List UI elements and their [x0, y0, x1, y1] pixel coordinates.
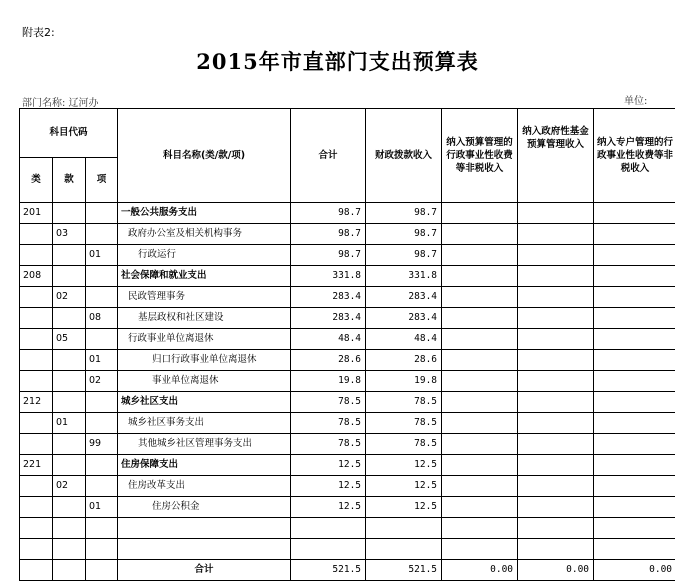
subject-name-cell: 政府办公室及相关机构事务	[118, 224, 291, 245]
fiscal-allocation-header: 财政拨款收入	[366, 109, 442, 203]
subject-name-cell	[118, 539, 291, 560]
table-row	[20, 287, 675, 308]
special-account-cell	[594, 266, 675, 287]
table-row	[20, 476, 675, 497]
budget-mgmt-cell	[442, 518, 518, 539]
subject-name-cell: 民政管理事务	[118, 287, 291, 308]
subject-name-cell: 住房改革支出	[118, 476, 291, 497]
subject-name-cell: 归口行政事业单位离退休	[118, 350, 291, 371]
kuan-cell: 05	[53, 329, 86, 350]
gov-fund-cell	[518, 371, 594, 392]
gov-fund-cell	[518, 308, 594, 329]
xiang-cell	[86, 203, 118, 224]
fiscal-cell	[366, 539, 442, 560]
gov-fund-cell	[518, 539, 594, 560]
special-account-cell	[594, 476, 675, 497]
special-account-cell	[594, 518, 675, 539]
lei-cell	[20, 371, 53, 392]
total-cell: 12.5	[291, 455, 366, 476]
table-row	[20, 434, 675, 455]
kuan-cell	[53, 434, 86, 455]
kuan-cell: 01	[53, 413, 86, 434]
xiang-cell	[86, 287, 118, 308]
total-cell	[291, 518, 366, 539]
budget-mgmt-cell	[442, 266, 518, 287]
xiang-cell	[86, 455, 118, 476]
lei-cell	[20, 329, 53, 350]
kuan-cell: 03	[53, 224, 86, 245]
kuan-cell	[53, 518, 86, 539]
total-cell-empty	[86, 560, 118, 581]
table-row	[20, 329, 675, 350]
total-gov-fund: 0.00	[518, 560, 594, 581]
gov-fund-cell	[518, 476, 594, 497]
kuan-cell	[53, 203, 86, 224]
gov-fund-cell	[518, 266, 594, 287]
fiscal-cell: 78.5	[366, 392, 442, 413]
subject-name-cell: 一般公共服务支出	[118, 203, 291, 224]
xiang-cell	[86, 329, 118, 350]
xiang-cell: 99	[86, 434, 118, 455]
lei-cell	[20, 434, 53, 455]
fiscal-cell: 331.8	[366, 266, 442, 287]
budget-mgmt-cell	[442, 497, 518, 518]
subject-name-cell: 事业单位离退休	[118, 371, 291, 392]
special-account-cell	[594, 497, 675, 518]
gov-fund-cell	[518, 245, 594, 266]
special-account-header: 纳入专户管理的行政事业性收费等非税收入	[594, 109, 675, 203]
total-cell: 98.7	[291, 224, 366, 245]
xiang-cell	[86, 224, 118, 245]
budget-mgmt-cell	[442, 245, 518, 266]
special-account-cell	[594, 413, 675, 434]
kuan-cell	[53, 245, 86, 266]
lei-cell	[20, 497, 53, 518]
lei-cell	[20, 350, 53, 371]
table-row	[20, 518, 675, 539]
subject-name-cell: 住房保障支出	[118, 455, 291, 476]
kuan-cell	[53, 266, 86, 287]
gov-fund-cell	[518, 392, 594, 413]
table-row	[20, 224, 675, 245]
kuan-cell	[53, 350, 86, 371]
subject-name-cell: 基层政权和社区建设	[118, 308, 291, 329]
total-cell: 283.4	[291, 287, 366, 308]
kuan-cell	[53, 308, 86, 329]
lei-cell: 201	[20, 203, 53, 224]
total-cell: 12.5	[291, 497, 366, 518]
subject-name-cell: 城乡社区事务支出	[118, 413, 291, 434]
table-row	[20, 266, 675, 287]
kuan-header: 款	[53, 158, 86, 203]
subject-code-header: 科目代码	[20, 109, 118, 158]
special-account-cell	[594, 245, 675, 266]
gov-fund-cell	[518, 224, 594, 245]
budget-mgmt-cell	[442, 203, 518, 224]
total-cell: 28.6	[291, 350, 366, 371]
total-budget-mgmt: 0.00	[442, 560, 518, 581]
table-row	[20, 413, 675, 434]
total-cell: 12.5	[291, 476, 366, 497]
fiscal-cell: 12.5	[366, 455, 442, 476]
fiscal-cell: 19.8	[366, 371, 442, 392]
total-cell: 98.7	[291, 245, 366, 266]
fiscal-cell: 28.6	[366, 350, 442, 371]
total-cell: 48.4	[291, 329, 366, 350]
special-account-cell	[594, 350, 675, 371]
fiscal-cell: 98.7	[366, 224, 442, 245]
gov-fund-cell	[518, 413, 594, 434]
lei-cell	[20, 518, 53, 539]
special-account-cell	[594, 329, 675, 350]
subject-name-cell: 行政事业单位离退休	[118, 329, 291, 350]
subject-name-cell	[118, 518, 291, 539]
xiang-cell: 01	[86, 245, 118, 266]
total-cell: 78.5	[291, 392, 366, 413]
xiang-cell	[86, 392, 118, 413]
budget-mgmt-cell	[442, 224, 518, 245]
xiang-cell: 01	[86, 350, 118, 371]
lei-cell	[20, 476, 53, 497]
table-row	[20, 350, 675, 371]
unit-label: 单位:	[624, 96, 648, 107]
fiscal-cell: 98.7	[366, 203, 442, 224]
kuan-cell	[53, 455, 86, 476]
fiscal-cell: 78.5	[366, 434, 442, 455]
budget-mgmt-cell	[442, 308, 518, 329]
special-account-cell	[594, 203, 675, 224]
total-header: 合计	[291, 109, 366, 203]
total-cell: 98.7	[291, 203, 366, 224]
fiscal-cell	[366, 518, 442, 539]
total-row	[20, 560, 675, 581]
table-row	[20, 455, 675, 476]
lei-cell	[20, 308, 53, 329]
lei-cell	[20, 245, 53, 266]
special-account-cell	[594, 539, 675, 560]
xiang-cell: 08	[86, 308, 118, 329]
lei-cell: 208	[20, 266, 53, 287]
fiscal-cell: 283.4	[366, 287, 442, 308]
fiscal-cell: 12.5	[366, 476, 442, 497]
budget-mgmt-cell	[442, 539, 518, 560]
fiscal-cell: 12.5	[366, 497, 442, 518]
fiscal-cell: 98.7	[366, 245, 442, 266]
budget-mgmt-cell	[442, 350, 518, 371]
lei-cell	[20, 224, 53, 245]
xiang-cell	[86, 266, 118, 287]
subject-name-cell: 住房公积金	[118, 497, 291, 518]
fiscal-cell: 78.5	[366, 413, 442, 434]
lei-cell	[20, 539, 53, 560]
total-label: 合计	[118, 560, 291, 581]
total-fiscal: 521.5	[366, 560, 442, 581]
header-row-1	[20, 109, 675, 158]
special-account-cell	[594, 371, 675, 392]
budget-mgmt-header: 纳入预算管理的行政事业性收费等非税收入	[442, 109, 518, 203]
xiang-cell	[86, 476, 118, 497]
gov-fund-cell	[518, 287, 594, 308]
kuan-cell	[53, 539, 86, 560]
budget-mgmt-cell	[442, 287, 518, 308]
total-cell	[291, 539, 366, 560]
gov-fund-cell	[518, 497, 594, 518]
total-special-account: 0.00	[594, 560, 675, 581]
fiscal-cell: 283.4	[366, 308, 442, 329]
gov-fund-header: 纳入政府性基金预算管理收入	[518, 109, 594, 203]
budget-mgmt-cell	[442, 476, 518, 497]
budget-mgmt-cell	[442, 371, 518, 392]
special-account-cell	[594, 434, 675, 455]
gov-fund-cell	[518, 329, 594, 350]
total-cell: 78.5	[291, 413, 366, 434]
xiang-cell	[86, 539, 118, 560]
budget-mgmt-cell	[442, 434, 518, 455]
subject-name-cell: 城乡社区支出	[118, 392, 291, 413]
xiang-cell: 02	[86, 371, 118, 392]
subject-name-header: 科目名称(类/款/项)	[118, 109, 291, 203]
xiang-cell	[86, 413, 118, 434]
xiang-cell	[86, 518, 118, 539]
table-row	[20, 497, 675, 518]
special-account-cell	[594, 287, 675, 308]
xiang-cell: 01	[86, 497, 118, 518]
lei-cell: 212	[20, 392, 53, 413]
budget-mgmt-cell	[442, 392, 518, 413]
gov-fund-cell	[518, 350, 594, 371]
subject-name-cell: 社会保障和就业支出	[118, 266, 291, 287]
total-cell: 19.8	[291, 371, 366, 392]
special-account-cell	[594, 392, 675, 413]
budget-mgmt-cell	[442, 329, 518, 350]
table-row	[20, 245, 675, 266]
total-cell: 331.8	[291, 266, 366, 287]
total-cell: 78.5	[291, 434, 366, 455]
table-row	[20, 392, 675, 413]
total-amount: 521.5	[291, 560, 366, 581]
subject-name-cell: 其他城乡社区管理事务支出	[118, 434, 291, 455]
special-account-cell	[594, 224, 675, 245]
fiscal-cell: 48.4	[366, 329, 442, 350]
budget-mgmt-cell	[442, 413, 518, 434]
special-account-cell	[594, 308, 675, 329]
lei-header: 类	[20, 158, 53, 203]
table-row	[20, 203, 675, 224]
kuan-cell: 02	[53, 287, 86, 308]
gov-fund-cell	[518, 455, 594, 476]
lei-cell: 221	[20, 455, 53, 476]
kuan-cell	[53, 371, 86, 392]
attachment-label: 附表2:	[22, 26, 55, 39]
page-title: 2015年市直部门支出预算表	[196, 49, 479, 74]
total-cell-empty	[53, 560, 86, 581]
kuan-cell: 02	[53, 476, 86, 497]
budget-table	[19, 108, 675, 581]
gov-fund-cell	[518, 434, 594, 455]
subject-name-cell: 行政运行	[118, 245, 291, 266]
gov-fund-cell	[518, 203, 594, 224]
lei-cell	[20, 287, 53, 308]
table-row	[20, 308, 675, 329]
kuan-cell	[53, 497, 86, 518]
budget-mgmt-cell	[442, 455, 518, 476]
table-row	[20, 371, 675, 392]
total-cell: 283.4	[291, 308, 366, 329]
table-row	[20, 539, 675, 560]
kuan-cell	[53, 392, 86, 413]
lei-cell	[20, 413, 53, 434]
department-label: 部门名称: 辽河办	[22, 98, 99, 109]
total-cell-empty	[20, 560, 53, 581]
special-account-cell	[594, 455, 675, 476]
xiang-header: 项	[86, 158, 118, 203]
gov-fund-cell	[518, 518, 594, 539]
